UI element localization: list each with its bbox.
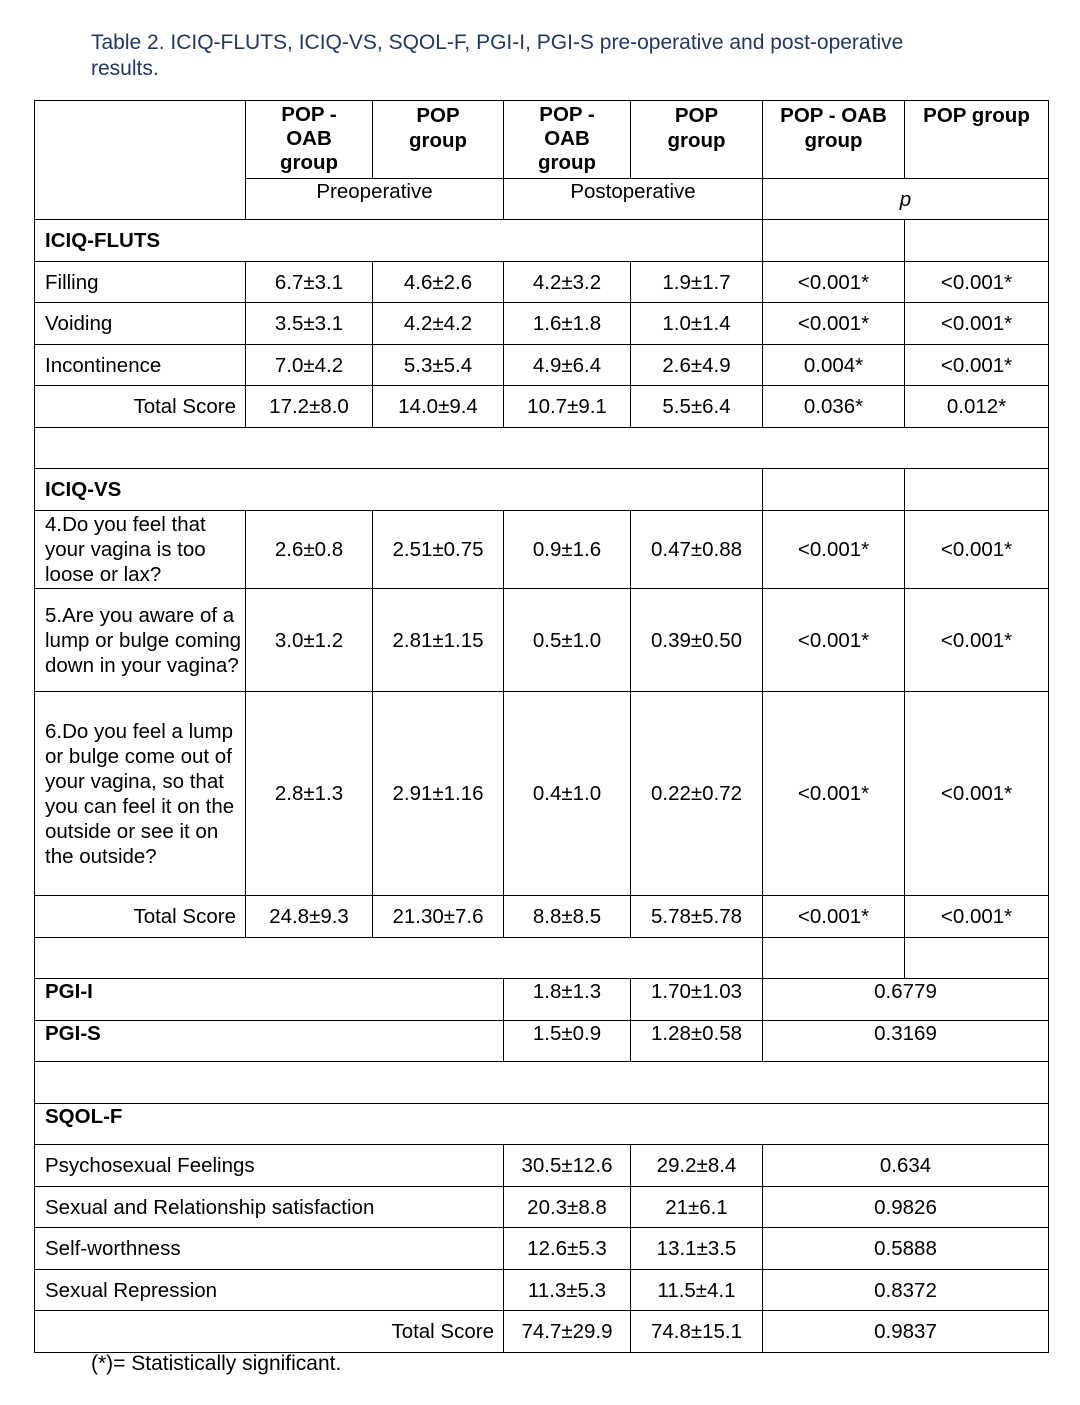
table-cell: 2.6±4.9 — [631, 345, 763, 386]
empty-cell — [905, 469, 1049, 511]
header-p-pop: POP group — [905, 101, 1049, 179]
table-cell: 20.3±8.8 — [504, 1187, 631, 1228]
table-row — [35, 692, 1049, 896]
table-cell: 29.2±8.4 — [631, 1145, 763, 1187]
table-row — [35, 1021, 1049, 1062]
spacer-row — [35, 428, 1049, 469]
table-cell: 2.8±1.3 — [246, 692, 373, 896]
table-cell: 0.012* — [905, 386, 1049, 428]
row-label: Incontinence — [35, 345, 246, 386]
table-cell: 1.28±0.58 — [631, 1021, 763, 1062]
table-cell: 2.6±0.8 — [246, 511, 373, 589]
header-preop-pop-oab: POP - OAB group — [246, 101, 373, 179]
table-cell: 2.51±0.75 — [373, 511, 504, 589]
row-label: Total Score — [35, 386, 246, 428]
table-cell: <0.001* — [763, 303, 905, 345]
table-cell: 12.6±5.3 — [504, 1228, 631, 1270]
row-label: 4.Do you feel that your vagina is too loose or lax? — [35, 511, 246, 589]
table-cell: 4.9±6.4 — [504, 345, 631, 386]
table-cell: 17.2±8.0 — [246, 386, 373, 428]
table-cell: 30.5±12.6 — [504, 1145, 631, 1187]
table-cell: 1.70±1.03 — [631, 979, 763, 1021]
table-row — [35, 979, 1049, 1021]
row-label: Sexual Repression — [35, 1270, 504, 1311]
table-cell: <0.001* — [763, 692, 905, 896]
table-cell: 0.9837 — [763, 1311, 1049, 1353]
table-cell: 4.2±3.2 — [504, 262, 631, 303]
table-cell: 6.7±3.1 — [246, 262, 373, 303]
table-cell: 1.5±0.9 — [504, 1021, 631, 1062]
header-postoperative: Postoperative — [504, 179, 763, 220]
table-row — [35, 1187, 1049, 1228]
row-label: Psychosexual Feelings — [35, 1145, 504, 1187]
table-cell: 2.91±1.16 — [373, 692, 504, 896]
table-row — [35, 345, 1049, 386]
table-cell: 4.2±4.2 — [373, 303, 504, 345]
row-label-pgi-s: PGI-S — [35, 1021, 504, 1062]
table-cell: 74.8±15.1 — [631, 1311, 763, 1353]
table-cell: 11.5±4.1 — [631, 1270, 763, 1311]
row-label: Self-worthness — [35, 1228, 504, 1270]
table-row-total — [35, 896, 1049, 938]
section-title-iciq-fluts: ICIQ-FLUTS — [35, 220, 763, 262]
table-cell: 1.6±1.8 — [504, 303, 631, 345]
table-cell: 1.9±1.7 — [631, 262, 763, 303]
header-preoperative: Preoperative — [246, 179, 504, 220]
header-preop-pop: POP group — [373, 101, 504, 179]
row-label: Total Score — [35, 896, 246, 938]
empty-cell — [763, 469, 905, 511]
table-cell: 0.47±0.88 — [631, 511, 763, 589]
table-cell: 4.6±2.6 — [373, 262, 504, 303]
table-cell: 24.8±9.3 — [246, 896, 373, 938]
header-p-value: p — [763, 179, 1049, 220]
table-cell: <0.001* — [763, 511, 905, 589]
table-cell: 5.5±6.4 — [631, 386, 763, 428]
header-postop-pop: POP group — [631, 101, 763, 179]
empty-cell — [763, 938, 905, 979]
header-blank — [35, 101, 246, 220]
table-cell: 10.7±9.1 — [504, 386, 631, 428]
header-p-pop-oab: POP - OAB group — [763, 101, 905, 179]
table-row — [35, 303, 1049, 345]
table-cell: 0.3169 — [763, 1021, 1049, 1062]
table-cell: 5.3±5.4 — [373, 345, 504, 386]
table-row — [35, 589, 1049, 692]
table-cell: <0.001* — [905, 303, 1049, 345]
table-cell: 2.81±1.15 — [373, 589, 504, 692]
table-cell: 14.0±9.4 — [373, 386, 504, 428]
table-cell: 0.036* — [763, 386, 905, 428]
row-label: 5.Are you aware of a lump or bulge coming down in your vagina? — [35, 589, 246, 692]
table-cell: 0.8372 — [763, 1270, 1049, 1311]
table-cell: 11.3±5.3 — [504, 1270, 631, 1311]
table-cell: <0.001* — [763, 896, 905, 938]
table-cell: 13.1±3.5 — [631, 1228, 763, 1270]
section-title-sqol-f: SQOL-F — [35, 1104, 1049, 1145]
spacer-row — [35, 1062, 1049, 1104]
table-row — [35, 262, 1049, 303]
table-row-total — [35, 386, 1049, 428]
table-cell: 0.004* — [763, 345, 905, 386]
table-row — [35, 1228, 1049, 1270]
table-cell: 1.0±1.4 — [631, 303, 763, 345]
row-label: Filling — [35, 262, 246, 303]
table-cell: 1.8±1.3 — [504, 979, 631, 1021]
table-row-total — [35, 1311, 1049, 1353]
table-cell: <0.001* — [905, 262, 1049, 303]
table-caption: Table 2. ICIQ-FLUTS, ICIQ-VS, SQOL-F, PGI-I, PGI-S pre-operative and post-operative results. — [91, 31, 904, 80]
table-cell: <0.001* — [763, 262, 905, 303]
row-label-pgi-i: PGI-I — [35, 979, 504, 1021]
results-table — [34, 100, 1049, 1353]
table-cell: 7.0±4.2 — [246, 345, 373, 386]
empty-cell — [905, 220, 1049, 262]
table-cell: 0.22±0.72 — [631, 692, 763, 896]
row-label: 6.Do you feel a lump or bulge come out of your vagina, so that you can feel it on the outside or see it on the outside? — [35, 692, 246, 896]
row-label: Sexual and Relationship satisfaction — [35, 1187, 504, 1228]
table-cell: 21.30±7.6 — [373, 896, 504, 938]
table-cell: <0.001* — [905, 896, 1049, 938]
empty-cell — [763, 220, 905, 262]
table-cell: 0.39±0.50 — [631, 589, 763, 692]
table-cell: <0.001* — [905, 345, 1049, 386]
row-label: Voiding — [35, 303, 246, 345]
section-title-iciq-vs: ICIQ-VS — [35, 469, 763, 511]
table-cell: 0.634 — [763, 1145, 1049, 1187]
table-cell: 0.5±1.0 — [504, 589, 631, 692]
table-cell: 3.5±3.1 — [246, 303, 373, 345]
table-cell: 21±6.1 — [631, 1187, 763, 1228]
empty-cell — [905, 938, 1049, 979]
header-postop-pop-oab: POP - OAB group — [504, 101, 631, 179]
table-cell: <0.001* — [763, 589, 905, 692]
table-cell: <0.001* — [905, 511, 1049, 589]
table-cell: <0.001* — [905, 589, 1049, 692]
row-label: Total Score — [35, 1311, 504, 1353]
table-cell: 5.78±5.78 — [631, 896, 763, 938]
footnote: (*)= Statistically significant. — [91, 1352, 342, 1375]
table-cell: <0.001* — [905, 692, 1049, 896]
table-row — [35, 1270, 1049, 1311]
table-cell: 0.5888 — [763, 1228, 1049, 1270]
table-cell: 0.9826 — [763, 1187, 1049, 1228]
table-cell: 0.6779 — [763, 979, 1049, 1021]
table-cell: 74.7±29.9 — [504, 1311, 631, 1353]
spacer-row — [35, 938, 763, 979]
table-cell: 8.8±8.5 — [504, 896, 631, 938]
table-cell: 0.4±1.0 — [504, 692, 631, 896]
table-cell: 0.9±1.6 — [504, 511, 631, 589]
table-cell: 3.0±1.2 — [246, 589, 373, 692]
table-row — [35, 1145, 1049, 1187]
table-row — [35, 511, 1049, 589]
